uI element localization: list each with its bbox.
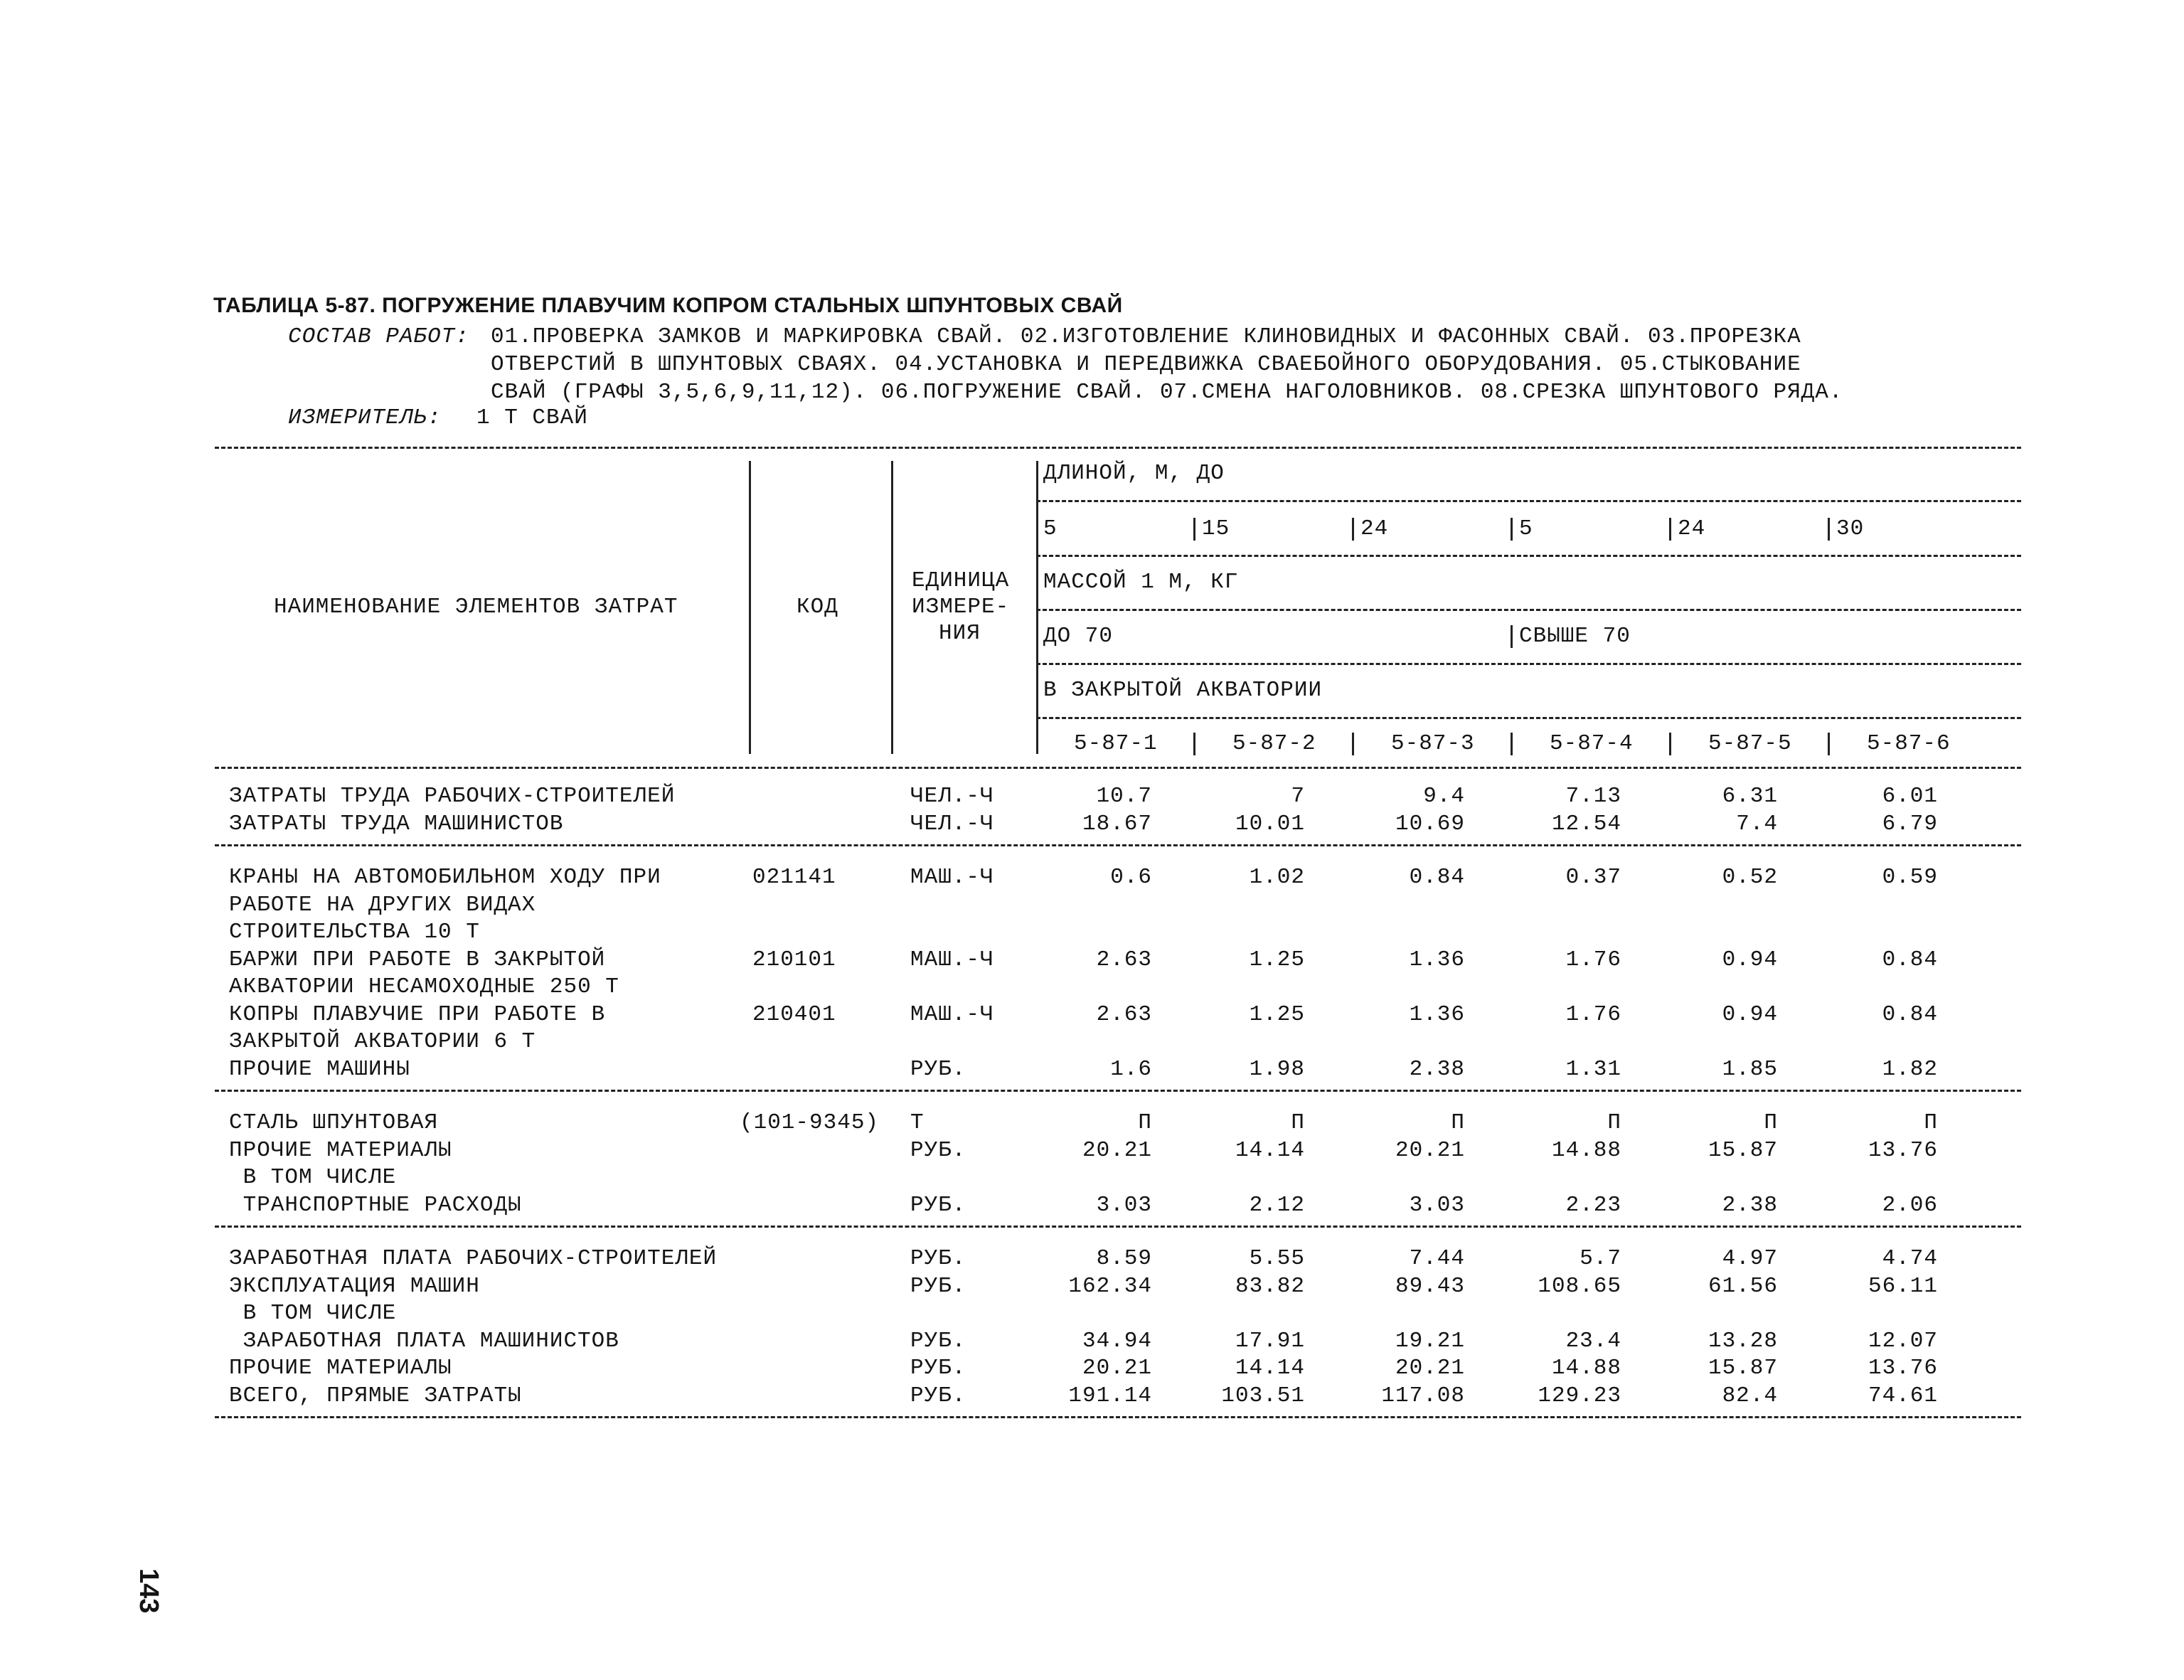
sub-divider	[1511, 733, 1513, 755]
row-value: 17.91	[1235, 1328, 1305, 1354]
row-name: БАРЖИ ПРИ РАБОТЕ В ЗАКРЫТОЙ	[229, 947, 606, 972]
row-value: 4.74	[1882, 1246, 1938, 1271]
col-divider	[1036, 461, 1038, 754]
row-value: 14.14	[1235, 1356, 1305, 1381]
row-name: ПРОЧИЕ МАШИНЫ	[229, 1056, 410, 1082]
row-value: 1.82	[1882, 1056, 1938, 1082]
row-unit: Т	[910, 1110, 925, 1135]
row-value: 129.23	[1538, 1383, 1621, 1408]
head-name-col: НАИМЕНОВАНИЕ ЭЛЕМЕНТОВ ЗАТРАТ	[274, 595, 678, 620]
row-code: 210401	[752, 1001, 836, 1027]
column-code: 5-87-3	[1391, 731, 1475, 756]
row-value: 23.4	[1565, 1328, 1621, 1354]
row-value: 10.7	[1096, 784, 1152, 809]
head-mass-label: МАССОЙ 1 М, КГ	[1043, 570, 1239, 595]
sub-divider	[1669, 518, 1671, 541]
row-value: П	[1607, 1110, 1621, 1135]
row-code: 021141	[752, 865, 836, 890]
row-value: 2.38	[1722, 1192, 1778, 1218]
row-value: П	[1291, 1110, 1305, 1135]
row-unit: РУБ.	[910, 1192, 966, 1218]
row-value: 9.4	[1423, 784, 1465, 809]
row-name: КРАНЫ НА АВТОМОБИЛЬНОМ ХОДУ ПРИ	[229, 865, 661, 890]
measure-value: 1 Т СВАЙ	[476, 405, 588, 430]
sub-divider	[1352, 733, 1354, 755]
col-divider	[749, 461, 751, 754]
row-value: 1.36	[1409, 947, 1465, 972]
row-value: 18.67	[1082, 811, 1152, 836]
composition-line: СВАЙ (ГРАФЫ 3,5,6,9,11,12). 06.ПОГРУЖЕНИЕ СВАЙ. 07.СМЕНА НАГОЛОВНИКОВ. 08.СРЕЗКА ШПУНТОВОГО РЯДА.	[491, 380, 1843, 405]
row-unit: РУБ.	[910, 1056, 966, 1082]
row-value: 0.84	[1882, 1001, 1938, 1027]
row-value: 74.61	[1868, 1383, 1938, 1408]
row-value: 108.65	[1538, 1273, 1621, 1299]
row-value: 10.01	[1235, 811, 1305, 836]
row-value: 13.28	[1708, 1328, 1778, 1354]
row-value: П	[1924, 1110, 1938, 1135]
row-value: 20.21	[1395, 1137, 1465, 1163]
row-value: 0.59	[1882, 865, 1938, 890]
measure-label: ИЗМЕРИТЕЛЬ:	[288, 405, 442, 430]
head-length: 5	[1043, 516, 1058, 541]
row-name: В ТОМ ЧИСЛЕ	[229, 1165, 397, 1190]
row-code: (101-9345)	[740, 1110, 880, 1135]
row-value: 8.59	[1096, 1246, 1152, 1271]
row-value: 2.12	[1249, 1192, 1305, 1218]
row-unit: РУБ.	[910, 1137, 966, 1163]
row-value: 2.38	[1409, 1056, 1465, 1082]
row-name: ВСЕГО, ПРЯМЫЕ ЗАТРАТЫ	[229, 1383, 522, 1408]
col-divider	[891, 461, 893, 754]
row-value: 6.01	[1882, 784, 1938, 809]
rule-head	[1036, 609, 2021, 611]
row-value: 0.37	[1565, 865, 1621, 890]
row-name: ПРОЧИЕ МАТЕРИАЛЫ	[229, 1137, 452, 1163]
row-value: 0.94	[1722, 947, 1778, 972]
head-unit-line: ЕДИНИЦА	[912, 568, 1010, 593]
table-title: ТАБЛИЦА 5-87. ПОГРУЖЕНИЕ ПЛАВУЧИМ КОПРОМ СТАЛЬНЫХ ШПУНТОВЫХ СВАЙ	[213, 294, 1123, 317]
row-value: 2.63	[1096, 947, 1152, 972]
head-length: 5	[1519, 516, 1533, 541]
row-value: 0.94	[1722, 1001, 1778, 1027]
head-unit-line: ИЗМЕРЕ-	[912, 595, 1010, 620]
row-value: 1.31	[1565, 1056, 1621, 1082]
head-mass-group: СВЫШЕ 70	[1519, 624, 1631, 649]
rule-head	[1036, 500, 2021, 502]
section-rule	[215, 1226, 2021, 1228]
row-value: 20.21	[1395, 1356, 1465, 1381]
row-value: 162.34	[1068, 1273, 1152, 1299]
row-value: 82.4	[1722, 1383, 1778, 1408]
row-value: 14.88	[1551, 1356, 1621, 1381]
row-name: ЭКСПЛУАТАЦИЯ МАШИН	[229, 1273, 480, 1299]
row-unit: РУБ.	[910, 1273, 966, 1299]
row-value: 103.51	[1221, 1383, 1305, 1408]
row-value: 14.88	[1551, 1137, 1621, 1163]
row-unit: ЧЕЛ.-Ч	[910, 811, 994, 836]
row-name: ЗАРАБОТНАЯ ПЛАТА РАБОЧИХ-СТРОИТЕЛЕЙ	[229, 1246, 718, 1271]
rule-head-bottom	[215, 767, 2021, 769]
column-code: 5-87-4	[1550, 731, 1634, 756]
row-unit: РУБ.	[910, 1356, 966, 1381]
row-value: 3.03	[1096, 1192, 1152, 1218]
row-name: РАБОТЕ НА ДРУГИХ ВИДАХ	[229, 892, 536, 918]
sub-divider	[1352, 518, 1354, 541]
row-value: 1.98	[1249, 1056, 1305, 1082]
column-code: 5-87-1	[1074, 731, 1158, 756]
rule-head	[1036, 663, 2021, 665]
head-mass-group: ДО 70	[1043, 624, 1114, 649]
row-value: 0.84	[1409, 865, 1465, 890]
head-unit-line: НИЯ	[939, 621, 981, 646]
row-unit: РУБ.	[910, 1246, 966, 1271]
row-value: 2.63	[1096, 1001, 1152, 1027]
row-value: 0.52	[1722, 865, 1778, 890]
row-value: 0.84	[1882, 947, 1938, 972]
row-value: 3.03	[1409, 1192, 1465, 1218]
row-value: 5.55	[1249, 1246, 1305, 1271]
head-code-col: КОД	[797, 595, 838, 620]
row-value: 7.4	[1736, 811, 1778, 836]
head-length: 24	[1678, 516, 1706, 541]
sub-divider	[1193, 518, 1195, 541]
section-rule	[215, 844, 2021, 846]
head-length: 15	[1202, 516, 1230, 541]
sub-divider	[1193, 733, 1195, 755]
row-value: 12.54	[1551, 811, 1621, 836]
row-value: 4.97	[1722, 1246, 1778, 1271]
row-value: П	[1451, 1110, 1465, 1135]
row-value: 7.44	[1409, 1246, 1465, 1271]
row-value: 2.06	[1882, 1192, 1938, 1218]
sub-divider	[1828, 733, 1830, 755]
composition-line: ОТВЕРСТИЙ В ШПУНТОВЫХ СВАЯХ. 04.УСТАНОВКА И ПЕРЕДВИЖКА СВАЕБОЙНОГО ОБОРУДОВАНИЯ. 05.СТЫКОВАНИЕ	[491, 352, 1801, 377]
row-unit: МАШ.-Ч	[910, 947, 994, 972]
row-value: 5.7	[1580, 1246, 1621, 1271]
sub-divider	[1828, 518, 1830, 541]
sub-divider	[1511, 518, 1513, 541]
row-name: СТРОИТЕЛЬСТВА 10 Т	[229, 920, 480, 945]
row-value: 15.87	[1708, 1356, 1778, 1381]
row-value: 13.76	[1868, 1137, 1938, 1163]
row-name: ЗАРАБОТНАЯ ПЛАТА МАШИНИСТОВ	[229, 1328, 619, 1354]
column-code: 5-87-6	[1867, 731, 1951, 756]
column-code: 5-87-5	[1708, 731, 1792, 756]
row-value: 6.31	[1722, 784, 1778, 809]
row-value: 15.87	[1708, 1137, 1778, 1163]
row-value: 6.79	[1882, 811, 1938, 836]
row-unit: МАШ.-Ч	[910, 865, 994, 890]
section-rule	[215, 1090, 2021, 1092]
row-unit: ЧЕЛ.-Ч	[910, 784, 994, 809]
rule-head	[1036, 555, 2021, 557]
composition-label: СОСТАВ РАБОТ:	[288, 324, 469, 349]
head-length-label: ДЛИНОЙ, М, ДО	[1043, 461, 1225, 486]
row-name: АКВАТОРИИ НЕСАМОХОДНЫЕ 250 Т	[229, 974, 619, 999]
composition-line: 01.ПРОВЕРКА ЗАМКОВ И МАРКИРОВКА СВАЙ. 02.ИЗГОТОВЛЕНИЕ КЛИНОВИДНЫХ И ФАСОННЫХ СВАЙ. 03.ПРОРЕЗКА	[491, 324, 1801, 349]
row-value: 191.14	[1068, 1383, 1152, 1408]
row-code: 210101	[752, 947, 836, 972]
page-number: 143	[134, 1568, 164, 1614]
row-value: 1.25	[1249, 947, 1305, 972]
row-unit: РУБ.	[910, 1328, 966, 1354]
row-name: ПРОЧИЕ МАТЕРИАЛЫ	[229, 1356, 452, 1381]
row-unit: МАШ.-Ч	[910, 1001, 994, 1027]
row-name: ЗАКРЫТОЙ АКВАТОРИИ 6 Т	[229, 1029, 536, 1054]
section-rule	[215, 1416, 2021, 1418]
row-value: 1.25	[1249, 1001, 1305, 1027]
sub-divider	[1511, 625, 1513, 648]
sub-divider	[1669, 733, 1671, 755]
row-value: 13.76	[1868, 1356, 1938, 1381]
row-name: КОПРЫ ПЛАВУЧИЕ ПРИ РАБОТЕ В	[229, 1001, 606, 1027]
rule-head	[1036, 717, 2021, 719]
row-value: 61.56	[1708, 1273, 1778, 1299]
row-value: 1.6	[1110, 1056, 1152, 1082]
row-value: 20.21	[1082, 1137, 1152, 1163]
row-unit: РУБ.	[910, 1383, 966, 1408]
row-value: 2.23	[1565, 1192, 1621, 1218]
row-value: 7	[1291, 784, 1305, 809]
row-value: 1.02	[1249, 865, 1305, 890]
row-value: 56.11	[1868, 1273, 1938, 1299]
row-value: 0.6	[1110, 865, 1152, 890]
row-value: 10.69	[1395, 811, 1465, 836]
head-length: 30	[1836, 516, 1865, 541]
row-name: ТРАНСПОРТНЫЕ РАСХОДЫ	[229, 1192, 522, 1218]
row-value: 1.76	[1565, 1001, 1621, 1027]
row-name: ЗАТРАТЫ ТРУДА РАБОЧИХ-СТРОИТЕЛЕЙ	[229, 784, 676, 809]
rule-top	[215, 447, 2021, 449]
row-value: 89.43	[1395, 1273, 1465, 1299]
head-water-label: В ЗАКРЫТОЙ АКВАТОРИИ	[1043, 678, 1323, 703]
row-value: 7.13	[1565, 784, 1621, 809]
row-value: 1.76	[1565, 947, 1621, 972]
row-value: 12.07	[1868, 1328, 1938, 1354]
row-value: 19.21	[1395, 1328, 1465, 1354]
row-value: 1.36	[1409, 1001, 1465, 1027]
row-value: 83.82	[1235, 1273, 1305, 1299]
column-code: 5-87-2	[1232, 731, 1316, 756]
head-length: 24	[1360, 516, 1389, 541]
row-name: СТАЛЬ ШПУНТОВАЯ	[229, 1110, 439, 1135]
row-value: 20.21	[1082, 1356, 1152, 1381]
row-name: ЗАТРАТЫ ТРУДА МАШИНИСТОВ	[229, 811, 564, 836]
row-value: 14.14	[1235, 1137, 1305, 1163]
row-value: 34.94	[1082, 1328, 1152, 1354]
row-value: П	[1138, 1110, 1152, 1135]
row-value: 1.85	[1722, 1056, 1778, 1082]
row-name: В ТОМ ЧИСЛЕ	[229, 1301, 397, 1326]
row-value: П	[1764, 1110, 1778, 1135]
row-value: 117.08	[1381, 1383, 1465, 1408]
